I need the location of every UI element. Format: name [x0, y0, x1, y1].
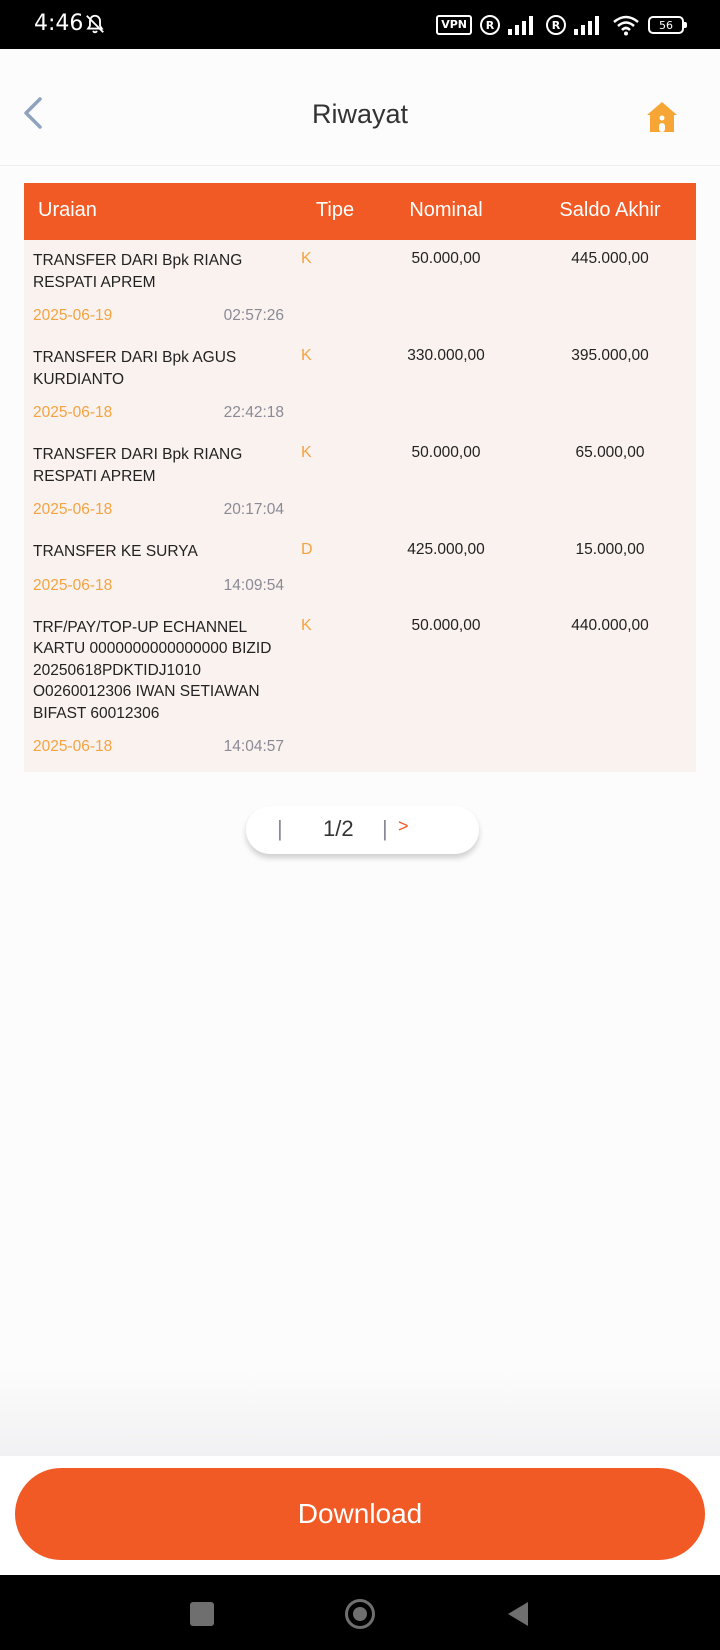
table-body	[24, 240, 696, 772]
table-header	[24, 183, 696, 240]
row-balance: 15.000,00	[575, 541, 645, 558]
signal-icon	[508, 15, 538, 35]
row-type: K	[301, 347, 312, 364]
row-time: 14:09:54	[223, 576, 284, 594]
battery-icon: 56	[648, 16, 684, 34]
row-time: 22:42:18	[223, 404, 284, 421]
next-page-button[interactable]: >	[398, 816, 409, 836]
row-balance: 395.000,00	[571, 347, 649, 364]
row-type: K	[301, 616, 312, 634]
table-row[interactable]	[24, 240, 696, 337]
row-description: TRANSFER DARI Bpk AGUS KURDIANTO	[33, 349, 237, 388]
status-time: 4:46	[34, 11, 84, 36]
home-nav-icon[interactable]	[345, 1599, 375, 1629]
table-row[interactable]	[24, 531, 696, 607]
page-indicator: 1/2	[323, 816, 354, 841]
row-balance: 445.000,00	[571, 250, 649, 267]
row-date: 2025-06-18	[33, 738, 113, 755]
table-row[interactable]	[24, 337, 696, 434]
row-balance: 65.000,00	[575, 444, 645, 461]
row-type: K	[301, 250, 312, 267]
row-description: TRANSFER DARI Bpk RIANG RESPATI APREM	[33, 446, 243, 485]
notifications-muted-icon	[84, 12, 106, 36]
pagination-separator: |	[382, 816, 388, 841]
row-amount: 50.000,00	[411, 444, 481, 461]
row-time: 20:17:04	[223, 501, 284, 518]
row-date: 2025-06-18	[33, 576, 113, 594]
home-icon[interactable]	[646, 101, 678, 133]
system-icons	[436, 13, 684, 37]
row-type: K	[301, 444, 312, 461]
page-title: Riwayat	[311, 99, 409, 129]
row-amount: 425.000,00	[407, 541, 485, 558]
signal-icon-2	[574, 15, 604, 35]
row-time: 02:57:26	[223, 307, 284, 324]
row-description: TRANSFER KE SURYA	[33, 543, 198, 560]
pagination-separator: |	[277, 816, 283, 841]
bottom-action-bar	[0, 1456, 720, 1575]
app-header	[0, 49, 720, 166]
transaction-table	[24, 183, 696, 772]
row-description: TRF/PAY/TOP-UP ECHANNEL KARTU 0000000000000000 BIZID 20250618PDKTIDJ1010 O0260012306 IWAN SETIAWAN BIFAST 60012306	[33, 618, 272, 722]
column-header-saldo-akhir: Saldo Akhir	[559, 199, 661, 221]
download-button[interactable]: Download	[15, 1468, 705, 1560]
row-amount: 50.000,00	[411, 250, 481, 267]
row-amount: 330.000,00	[407, 347, 485, 364]
row-time: 14:04:57	[223, 738, 284, 755]
pagination	[246, 806, 479, 854]
vpn-icon: VPN	[436, 15, 472, 35]
roaming-icon-2: R	[546, 15, 566, 35]
row-balance: 440.000,00	[571, 616, 649, 634]
row-amount: 50.000,00	[411, 616, 481, 634]
row-date: 2025-06-19	[33, 307, 113, 324]
row-type: D	[301, 541, 313, 558]
row-date: 2025-06-18	[33, 404, 113, 421]
table-row[interactable]	[24, 434, 696, 531]
roaming-icon: R	[480, 15, 500, 35]
table-row[interactable]	[24, 607, 696, 769]
system-navigation-bar	[0, 1575, 720, 1650]
wifi-icon	[612, 14, 640, 36]
row-date: 2025-06-18	[33, 501, 113, 518]
recent-apps-icon[interactable]	[190, 1602, 214, 1626]
row-description: TRANSFER DARI Bpk RIANG RESPATI APREM	[33, 252, 243, 291]
bottom-fade	[0, 1370, 720, 1456]
column-header-tipe: Tipe	[315, 199, 355, 221]
column-header-uraian: Uraian	[38, 199, 97, 221]
back-triangle-icon[interactable]	[506, 1601, 530, 1627]
status-bar	[0, 0, 720, 49]
column-header-nominal: Nominal	[409, 199, 483, 221]
